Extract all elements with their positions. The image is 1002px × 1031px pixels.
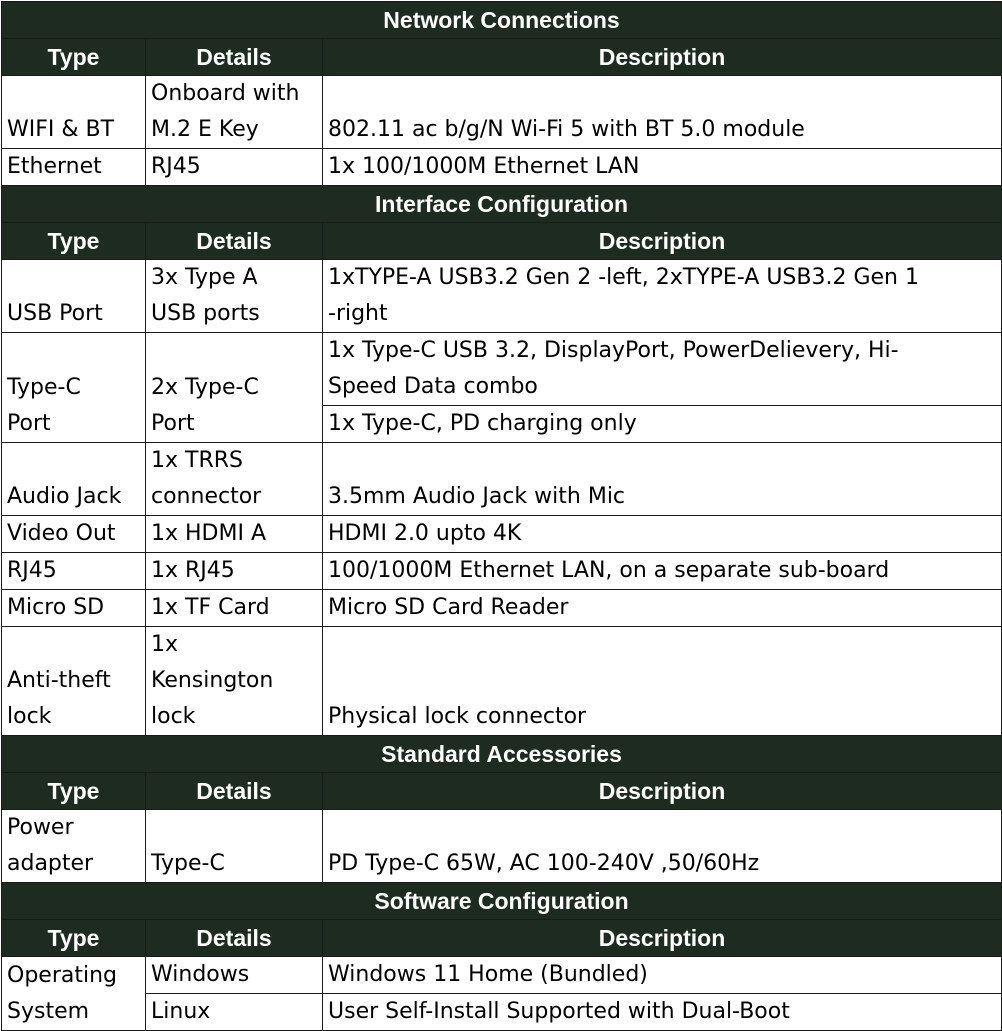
cell-type: Operating System bbox=[2, 957, 146, 1031]
cell-type: Type-C Port bbox=[2, 333, 146, 443]
cell-description: PD Type-C 65W, AC 100-240V ,50/60Hz bbox=[323, 810, 1002, 883]
section-title-software: Software Configuration bbox=[2, 883, 1002, 920]
cell-details: RJ45 bbox=[146, 149, 323, 186]
cell-type: RJ45 bbox=[2, 553, 146, 590]
spec-table bbox=[1, 1, 1002, 1031]
cell-details: 1x Kensington lock bbox=[146, 627, 323, 736]
section-title-row bbox=[2, 736, 1002, 773]
header-description: Description bbox=[323, 773, 1002, 810]
table-row bbox=[2, 76, 1002, 149]
header-description: Description bbox=[323, 920, 1002, 957]
section-title-row bbox=[2, 186, 1002, 223]
section-title-interface: Interface Configuration bbox=[2, 186, 1002, 223]
table-row bbox=[2, 333, 1002, 406]
cell-type: USB Port bbox=[2, 260, 146, 333]
header-details: Details bbox=[146, 39, 323, 76]
column-header-row bbox=[2, 920, 1002, 957]
cell-type: Audio Jack bbox=[2, 443, 146, 516]
header-details: Details bbox=[146, 223, 323, 260]
table-row bbox=[2, 957, 1002, 994]
cell-description: Micro SD Card Reader bbox=[323, 590, 1002, 627]
cell-description: Physical lock connector bbox=[323, 627, 1002, 736]
cell-description: User Self-Install Supported with Dual-Boot bbox=[323, 994, 1002, 1031]
header-details: Details bbox=[146, 920, 323, 957]
cell-details: 1x HDMI A bbox=[146, 516, 323, 553]
cell-details: 2x Type-C Port bbox=[146, 333, 323, 443]
cell-type: Micro SD bbox=[2, 590, 146, 627]
cell-description: 100/1000M Ethernet LAN, on a separate sub-board bbox=[323, 553, 1002, 590]
cell-description: 1x Type-C, PD charging only bbox=[323, 406, 1002, 443]
section-title-network: Network Connections bbox=[2, 2, 1002, 39]
cell-type: WIFI & BT bbox=[2, 76, 146, 149]
table-row bbox=[2, 149, 1002, 186]
cell-description: HDMI 2.0 upto 4K bbox=[323, 516, 1002, 553]
cell-description: 1x Type-C USB 3.2, DisplayPort, PowerDelievery, Hi- Speed Data combo bbox=[323, 333, 1002, 406]
cell-details: Onboard with M.2 E Key bbox=[146, 76, 323, 149]
cell-description: 802.11 ac b/g/N Wi-Fi 5 with BT 5.0 module bbox=[323, 76, 1002, 149]
table-row bbox=[2, 260, 1002, 333]
table-row bbox=[2, 810, 1002, 883]
header-type: Type bbox=[2, 773, 146, 810]
table-row bbox=[2, 994, 1002, 1031]
cell-description: Windows 11 Home (Bundled) bbox=[323, 957, 1002, 994]
table-row bbox=[2, 516, 1002, 553]
cell-type: Video Out bbox=[2, 516, 146, 553]
column-header-row bbox=[2, 39, 1002, 76]
cell-details: Type-C bbox=[146, 810, 323, 883]
section-title-row bbox=[2, 883, 1002, 920]
cell-details: 3x Type A USB ports bbox=[146, 260, 323, 333]
header-type: Type bbox=[2, 39, 146, 76]
table-row bbox=[2, 590, 1002, 627]
section-title-accessories: Standard Accessories bbox=[2, 736, 1002, 773]
header-type: Type bbox=[2, 920, 146, 957]
header-description: Description bbox=[323, 223, 1002, 260]
cell-details: 1x TF Card bbox=[146, 590, 323, 627]
cell-type: Anti-theft lock bbox=[2, 627, 146, 736]
cell-type: Ethernet bbox=[2, 149, 146, 186]
cell-details: 1x TRRS connector bbox=[146, 443, 323, 516]
table-row bbox=[2, 627, 1002, 736]
cell-type: Power adapter bbox=[2, 810, 146, 883]
cell-description: 1xTYPE-A USB3.2 Gen 2 -left, 2xTYPE-A USB3.2 Gen 1 -right bbox=[323, 260, 1002, 333]
column-header-row bbox=[2, 223, 1002, 260]
cell-details: 1x RJ45 bbox=[146, 553, 323, 590]
table-row bbox=[2, 443, 1002, 516]
cell-description: 1x 100/1000M Ethernet LAN bbox=[323, 149, 1002, 186]
header-description: Description bbox=[323, 39, 1002, 76]
cell-details: Windows bbox=[146, 957, 323, 994]
section-title-row bbox=[2, 2, 1002, 39]
cell-details: Linux bbox=[146, 994, 323, 1031]
cell-description: 3.5mm Audio Jack with Mic bbox=[323, 443, 1002, 516]
header-type: Type bbox=[2, 223, 146, 260]
header-details: Details bbox=[146, 773, 323, 810]
column-header-row bbox=[2, 773, 1002, 810]
table-row bbox=[2, 553, 1002, 590]
